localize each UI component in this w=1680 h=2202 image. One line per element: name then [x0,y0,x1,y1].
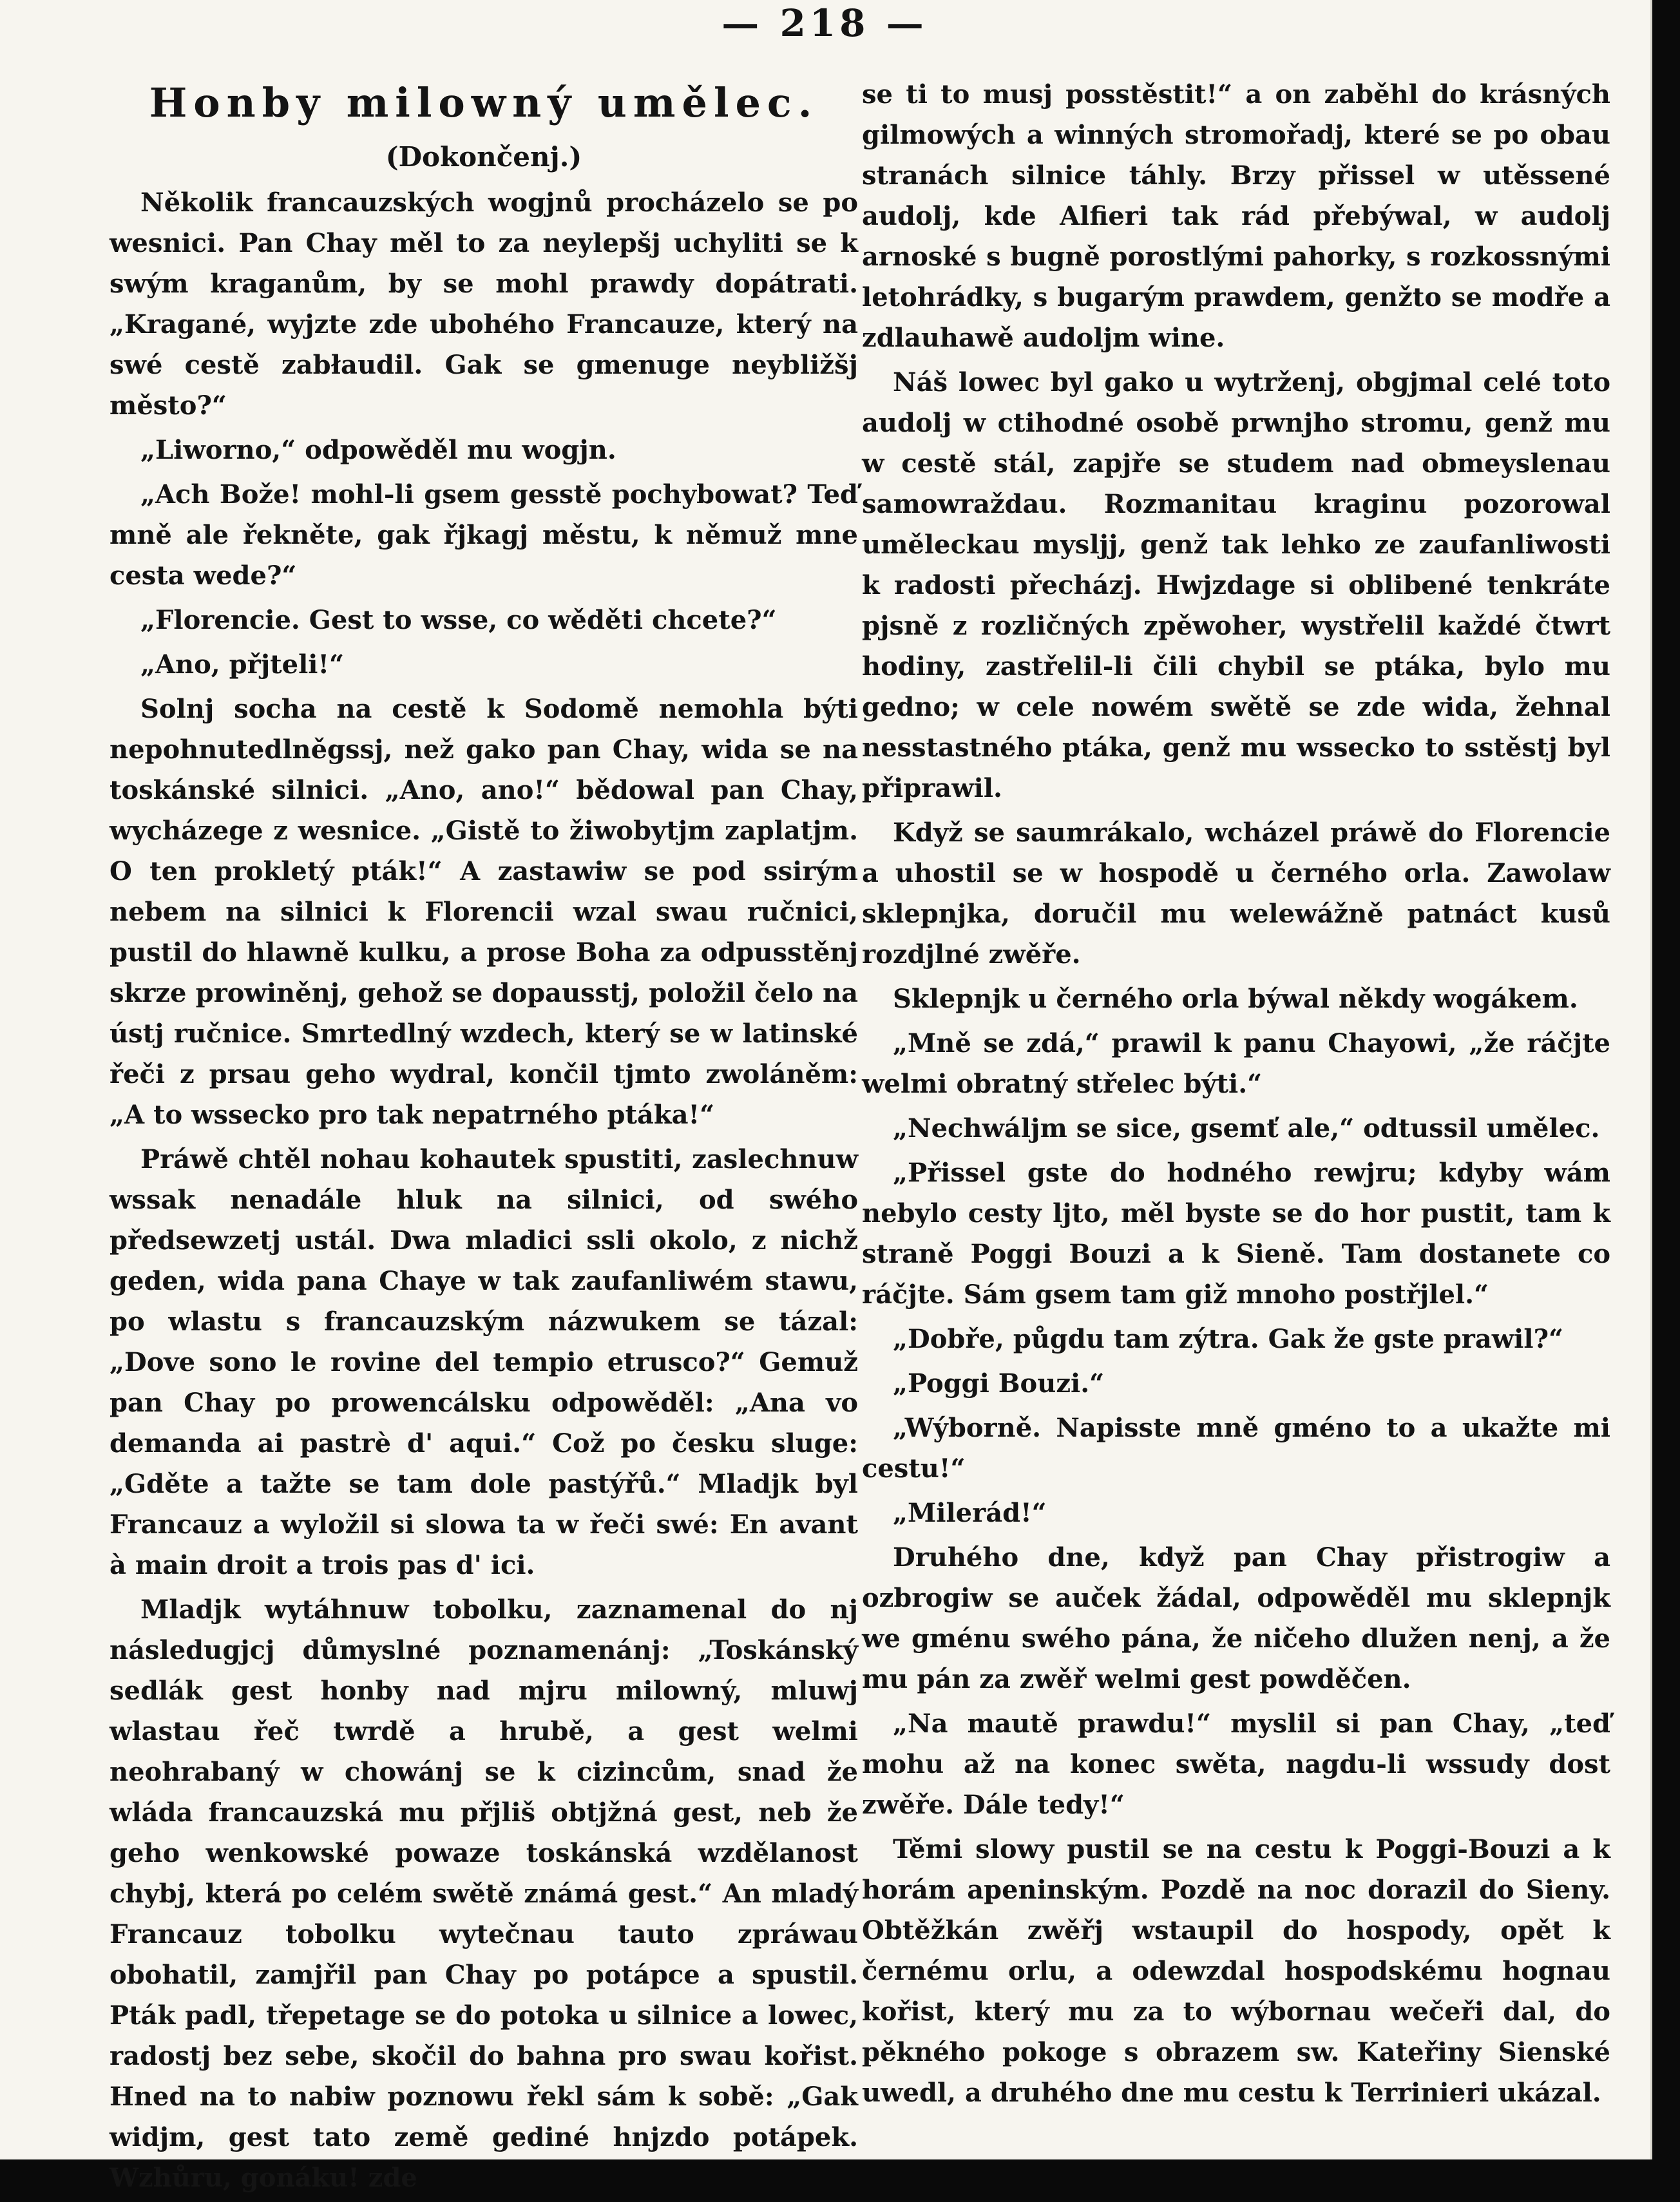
paragraph: Solnj socha na cestě k Sodomě nemohla býti nepohnutedlněgssj, než gako pan Chay, wida se na toskánské silnici. „Ano, ano!“ bědowal pan Chay, wycházege z wesnice. „Gistě to žiwobytjm zaplatjm. O ten prokletý pták!“ A zastawiw se pod ssirým nebem na silnici k Florencii wzal swau ručnici, pustil do hlawně kulku, a prose Boha za odpusstěnj skrze prowiněnj, gehož se dopausstj, položil čelo na ústj ručnice. Smrtedlný wzdech, který se w latinské řeči z prsau geho wydral, končil tjmto zwoláněm: „A to wssecko pro tak nepatrného ptáka!“ [110,694,858,1130]
paragraph: Několik francauzských wogjnů procházelo se po wesnici. Pan Chay měl to za neylepšj uchyliti se k swým kraganům, by se mohl prawdy dopátrati. „Kragané, wyjzte zde ubohého Francauze, který na swé cestě zabłaudil. Gak se gmenuge neybližšj město?“ [110,187,858,421]
paragraph: „Poggi Bouzi.“ [893,1368,1105,1399]
paragraph: „Mně se zdá,“ prawil k panu Chayowi, „že ráčjte welmi obratný střelec býti.“ [862,1028,1610,1099]
paragraph: „Na mautě prawdu!“ myslil si pan Chay, „teď mohu až na konec swěta, nagdu-li wssudy dost zwěře. Dále tedy!“ [862,1709,1610,1820]
paragraph: „Přissel gste do hodného rewjru; kdyby wám nebylo cesty ljto, měl byste se do hor pustit, tam k straně Poggi Bouzi a k Sieně. Tam dostanete co ráčjte. Sám gsem tam giž mnoho postřjlel.“ [862,1158,1610,1310]
paragraph: „Ano, přjteli!“ [140,649,345,680]
paragraph: Sklepnjk u černého orla býwal někdy wogákem. [893,984,1578,1014]
paragraph: „Milerád!“ [893,1498,1047,1528]
article-subtitle: (Dokončenj.) [385,141,582,173]
paragraph: Náš lowec byl gako u wytrženj, obgjmal celé toto audolj w ctihodné osobě prwnjho stromu, genž mu w cestě stál, zapjře se studem nad obmeyslenau samowraždau. Rozmanitau kraginu pozorowal uměleckau mysljj, genž tak lehko ze zaufanliwosti k radosti přecházj. Hwjzdage si oblibené tenkráte pjsně z rozličných zpěwoher, wystřelil každé čtwrt hodiny, zastřelil-li čili chybil se ptáka, bylo mu gedno; w cele nowém swětě se zde wida, žehnal nesstastného ptáka, genž mu wssecko to sstěstj byl připrawil. [862,367,1610,803]
left-column [110,74,858,2202]
paragraph: „Wýborně. Napisste mně gméno to a ukažte mi cestu!“ [862,1413,1610,1484]
right-column [862,74,1610,2117]
page-number: — 218 — [721,1,928,45]
paragraph: „Nechwáljm se sice, gsemť ale,“ odtussil umělec. [893,1113,1600,1144]
paragraph: Těmi slowy pustil se na cestu k Poggi-Bouzi a k horám apeninským. Pozdě na noc dorazil do Sieny. Obtěžkán zwěřj wstaupil do hospody, opět k černému orlu, a odewzdal hospodskému hognau kořist, který mu za to wýbornau wečeři dal, do pěkného pokoge s obrazem sw. Kateřiny Sienské uwedl, a druhého dne mu cestu k Terrinieri ukázal. [862,1834,1610,2108]
paragraph: Práwě chtěl nohau kohautek spustiti, zaslechnuw wssak nenadále hluk na silnici, od swého předsewzetj ustál. Dwa mladici ssli okolo, z nichž geden, wida pana Chaye w tak zaufanliwém stawu, po wlastu s francauzským názwukem se tázal: „Dove sono le rovine del tempio etrusco?“ Gemuž pan Chay po prowencálsku odpowěděl: „Ana vo demanda ai pastrè d' aqui.“ Což po česku sluge: „Gděte a tažte se tam dole pastýřů.“ Mladjk byl Francauz a wyložil si slowa ta w řeči swé: En avant à main droit a trois pas d' ici. [110,1144,858,1580]
paragraph: Když se saumrákalo, wcházel práwě do Florencie a uhostil se w hospodě u černého orla. Zawolaw sklepnjka, doručil mu welewážně patnáct kusů rozdjlné zwěře. [862,818,1610,970]
article-title: Honby milowný umělec. [149,79,819,126]
paragraph: Mladjk wytáhnuw tobolku, zaznamenal do nj následugjcj důmyslné poznamenánj: „Toskánský sedlák gest honby nad mjru milowný, mluwj wlastau řeč twrdě a hrubě, a gest welmi neohrabaný w chowánj se k cizincům, snad že wláda francauzská mu přjliš obtjžná gest, neb že geho wenkowské powaze toskánská wzdělanost chybj, která po celém swětě známá gest.“ An mladý Francauz tobolku wytečnau tauto zpráwau obohatil, zamjřil pan Chay po potápce a spustil. Pták padl, třepetage se do potoka u silnice a lowec, radostj bez sebe, skočil do bahna pro swau kořist. Hned na to nabiw poznowu řekl sám k sobě: „Gak widjm, gest tato země gediné hnjzdo potápek. Wzhůru, gonáku! zde [110,1594,858,2193]
paragraph: „Ach Bože! mohl-li gsem gesstě pochybowat? Teď mně ale řekněte, gak řjkagj městu, k němuž mne cesta wede?“ [110,479,858,591]
paragraph: „Florencie. Gest to wsse, co wěděti chcete?“ [140,605,777,635]
paragraph: Druhého dne, když pan Chay přistrogiw a ozbrogiw se auček žádal, odpowěděl mu sklepnjk we gménu swého pána, že ničeho dlužen nenj, a že mu pán za zwěř welmi gest powděčen. [862,1542,1610,1694]
paragraph: „Liworno,“ odpowěděl mu wogjn. [140,435,616,465]
paragraph: se ti to musj posstěstit!“ a on zaběhl do krásných gilmowých a winných stromořadj, které se po obau stranách silnice táhly. Brzy přissel w utěssené audolj, kde Alfieri tak rád přebýwal, w audolj arnoské s bugně porostlými pahorky, s rozkossnými letohrádky, s bugarým prawdem, genžto se modře a zdlauhawě audoljm wine. [862,79,1610,353]
paragraph: „Dobře, půgdu tam zýtra. Gak že gste prawil?“ [893,1324,1564,1354]
